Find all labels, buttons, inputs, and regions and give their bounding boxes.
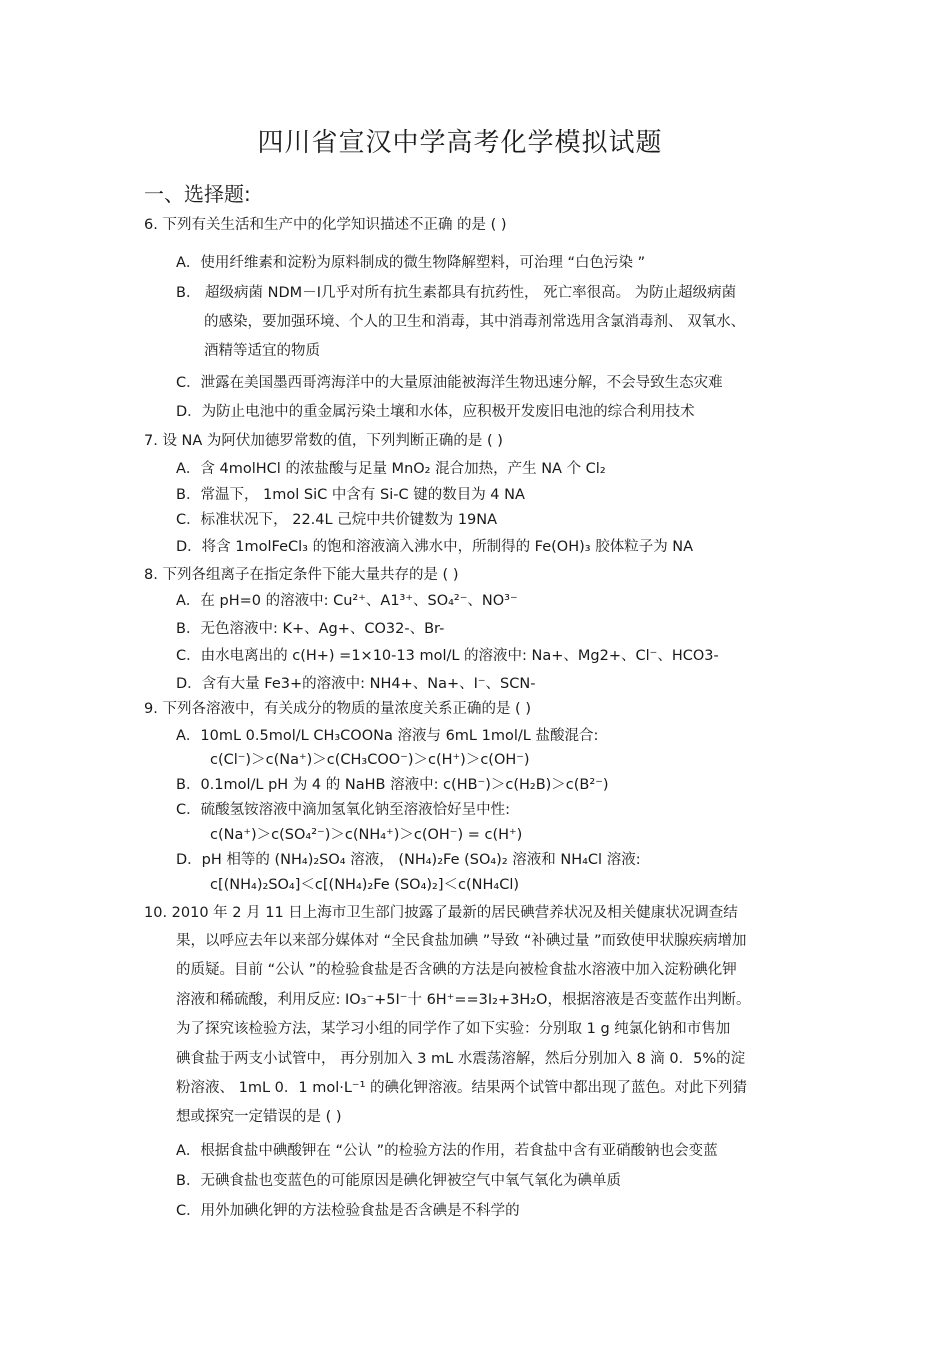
q7-option-d: D．将含 1molFeCl₃ 的饱和溶液滴入沸水中，所制得的 Fe(OH)₃ 胶体粒子为 NA [176, 539, 694, 555]
q9-option-c: C．硫酸氢铵溶液中滴加氢氧化钠至溶液恰好呈中性: [176, 802, 511, 818]
q9-option-d-formula: c[(NH₄)₂SO₄]＜c[(NH₄)₂Fe (SO₄)₂]＜c(NH₄Cl) [210, 877, 520, 893]
page-title: 四川省宣汉中学高考化学模拟试题 [257, 128, 663, 158]
q10-stem-line1: 10. 2010 年 2 月 11 日上海市卫生部门披露了最新的居民碘营养状况及相关健康状况调查结 [144, 905, 738, 921]
q6-option-c: C．泄露在美国墨西哥湾海洋中的大量原油能被海洋生物迅速分解，不会导致生态灾难 [176, 375, 723, 391]
q9-option-c-formula: c(Na⁺)＞c(SO₄²⁻)＞c(NH₄⁺)＞c(OH⁻) = c(H⁺) [210, 827, 523, 843]
q10-stem-line4: 溶液和稀硫酸，利用反应: IO₃⁻+5I⁻十 6H⁺==3I₂+3H₂O，根据溶液是否变蓝作出判断。 [176, 992, 751, 1008]
q6-option-b-cont2: 酒精等适宜的物质 [204, 343, 320, 359]
q10-stem-line3: 的质疑。目前 “公认 ”的检验食盐是否含碘的方法是向被检食盐水溶液中加入淀粉碘化钾 [176, 962, 737, 978]
q9-option-a: A．10mL 0.5mol/L CH₃COONa 溶液与 6mL 1mol/L 盐酸混合: [176, 728, 599, 744]
q8-stem: 8. 下列各组离子在指定条件下能大量共存的是 ( ) [144, 567, 459, 583]
q10-option-c: C．用外加碘化钾的方法检验食盐是否含碘是不科学的 [176, 1203, 520, 1219]
q10-stem-line5: 为了探究该检验方法，某学习小组的同学作了如下实验：分别取 1 g 纯氯化钠和市售加 [176, 1021, 731, 1037]
q9-option-d: D．pH 相等的 (NH₄)₂SO₄ 溶液， (NH₄)₂Fe (SO₄)₂ 溶液和 NH₄Cl 溶液: [176, 852, 641, 868]
q8-option-a: A．在 pH=0 的溶液中: Cu²⁺、A1³⁺、SO₄²⁻、NO³⁻ [176, 593, 518, 609]
q9-option-b: B．0.1mol/L pH 为 4 的 NaHB 溶液中: c(HB⁻)＞c(H₂B)＞c(B²⁻) [176, 777, 609, 793]
section-heading: 一、选择题: [144, 182, 251, 206]
q10-stem-line2: 果，以呼应去年以来部分媒体对 “全民食盐加碘 ”导致 “补碘过量 ”而致使甲状腺疾病增加 [176, 933, 747, 949]
q7-option-b: B．常温下， 1mol SiC 中含有 Si-C 键的数目为 4 NA [176, 487, 525, 503]
q8-option-c: C．由水电离出的 c(H+) =1×10-13 mol/L 的溶液中: Na+、Mg2+、Cl⁻、HCO3- [176, 648, 719, 664]
q8-option-b: B．无色溶液中: K+、Ag+、CO32-、Br- [176, 621, 445, 637]
q10-stem-line8: 想或探究一定错误的是 ( ) [176, 1109, 342, 1125]
q10-stem-line6: 碘食盐于两支小试管中， 再分别加入 3 mL 水震荡溶解，然后分别加入 8 滴 0．5%的淀 [176, 1051, 746, 1067]
q6-option-b: B． 超级病菌 NDM－Ⅰ几乎对所有抗生素都具有抗药性， 死亡率很高。 为防止超级病菌 [176, 285, 737, 301]
q7-option-c: C．标准状况下， 22.4L 己烷中共价键数为 19NA [176, 512, 498, 528]
q10-stem-line7: 粉溶液、 1mL 0．1 mol·L⁻¹ 的碘化钾溶液。结果两个试管中都出现了蓝色。对此下列猜 [176, 1080, 747, 1096]
q7-stem: 7. 设 NA 为阿伏加德罗常数的值，下列判断正确的是 ( ) [144, 433, 503, 449]
q6-option-d: D．为防止电池中的重金属污染土壤和水体，应积极开发废旧电池的综合利用技术 [176, 404, 695, 420]
q6-option-b-cont: 的感染，要加强环境、个人的卫生和消毒，其中消毒剂常选用含氯消毒剂、 双氧水、 [204, 314, 746, 330]
q6-option-a: A．使用纤维素和淀粉为原料制成的微生物降解塑料，可治理 “白色污染 ” [176, 255, 646, 271]
q9-stem: 9. 下列各溶液中，有关成分的物质的量浓度关系正确的是 ( ) [144, 701, 531, 717]
q10-option-a: A．根据食盐中碘酸钾在 “公认 ”的检验方法的作用，若食盐中含有亚硝酸钠也会变蓝 [176, 1143, 718, 1159]
q6-stem: 6. 下列有关生活和生产中的化学知识描述不正确 的是 ( ) [144, 217, 507, 233]
q9-option-a-formula: c(Cl⁻)＞c(Na⁺)＞c(CH₃COO⁻)＞c(H⁺)＞c(OH⁻) [210, 752, 530, 768]
q7-option-a: A．含 4molHCl 的浓盐酸与足量 MnO₂ 混合加热，产生 NA 个 Cl₂ [176, 461, 606, 477]
q8-option-d: D．含有大量 Fe3+的溶液中: NH4+、Na+、I⁻、SCN- [176, 676, 536, 692]
q10-option-b: B．无碘食盐也变蓝色的可能原因是碘化钾被空气中氧气氧化为碘单质 [176, 1173, 621, 1189]
